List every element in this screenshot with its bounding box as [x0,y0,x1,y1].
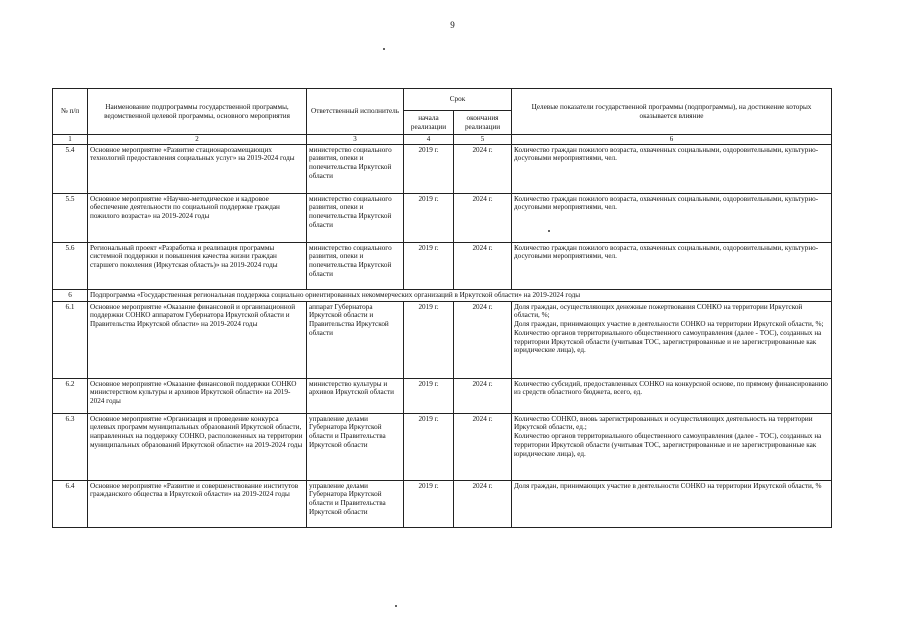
row-executor: министерство социального развития, опеки и попечительства Иркутской области [307,193,404,242]
row-targets: Количество граждан пожилого возраста, охваченных социальными, оздоровительными, культурно-досуговыми мероприятиями, чел. [512,242,832,289]
row-targets [512,413,832,480]
row-name: Основное мероприятие «Научно-методическое и кадровое обеспечение деятельности по социальной поддержке граждан пожилого возраста» на 2019-2024 годы [88,193,307,242]
header-executor: Ответственный исполнитель [307,89,404,135]
row-name: Региональный проект «Разработка и реализация программы системной поддержки и повышения качества жизни граждан старшего поколения (Иркутская область)» на 2019-2024 годы [88,242,307,289]
row-targets: Количество граждан пожилого возраста, охваченных социальными, оздоровительными, культурно-досуговыми мероприятиями, чел. [512,193,832,242]
row-targets [512,301,832,378]
row-end: 2024 г. [454,242,512,289]
column-number: 3 [307,135,404,145]
column-number: 5 [454,135,512,145]
table-row [53,193,832,242]
row-end: 2024 г. [454,480,512,527]
row-start: 2019 г. [404,480,454,527]
row-num: 5.4 [53,144,88,193]
row-end: 2024 г. [454,193,512,242]
row-start: 2019 г. [404,144,454,193]
row-targets [512,480,832,527]
target-line: Доля граждан, принимающих участие в деятельности СОНКО на территории Иркутской области, %; [514,320,824,329]
target-line: Количество органов территориального общественного самоуправления (далее - ТОС), созданных на территории Иркутской области (учитывая ТОС, зарегистрированные и не зарегистрированные как юридические лица), ед. [514,432,822,458]
target-line: Доля граждан, осуществляющих денежные пожертвования СОНКО на территории Иркутской области, %; [514,302,803,320]
column-number-row [53,135,832,145]
table-row [53,301,832,378]
header-name: Наименование подпрограммы государственной программы, ведомственной целевой программы, основного мероприятия [88,89,307,135]
row-start: 2019 г. [404,301,454,378]
row-start: 2019 г. [404,193,454,242]
target-line: Доля граждан, принимающих участие в деятельности СОНКО на территории Иркутской области, % [514,481,822,490]
program-table [52,88,832,528]
row-start: 2019 г. [404,413,454,480]
row-end: 2024 г. [454,144,512,193]
row-name: Основное мероприятие «Оказание финансовой поддержки СОНКО министерством культуры и архивов Иркутской области» на 2019-2024 годы [88,378,307,413]
row-end: 2024 г. [454,301,512,378]
row-num: 5.6 [53,242,88,289]
row-name: Основное мероприятие «Развитие стационарозамещающих технологий предоставления социальных услуг» на 2019-2024 годы [88,144,307,193]
row-start: 2019 г. [404,242,454,289]
section-title: Подпрограмма «Государственная региональная поддержка социально ориентированных некоммерческих организаций в Иркутской области» на 2019-2024 годы [88,289,832,301]
section-row [53,289,832,301]
header-term: Срок [404,89,512,111]
row-executor: министерство культуры и архивов Иркутской области [307,378,404,413]
header-targets: Целевые показатели государственной программы (подпрограммы), на достижение которых оказывается влияние [512,89,832,135]
row-num: 5.5 [53,193,88,242]
header-end: окончания реализации [454,111,512,135]
row-end: 2024 г. [454,378,512,413]
row-executor: министерство социального развития, опеки и попечительства Иркутской области [307,144,404,193]
target-line: Количество СОНКО, вновь зарегистрированных и осуществляющих деятельность на территории Иркутской области, ед.; [514,414,813,432]
row-name: Основное мероприятие «Оказание финансовой и организационной поддержки СОНКО аппаратом Губернатора Иркутской области и Правительства Иркутской области» на 2019-2024 годы [88,301,307,378]
table-row [53,242,832,289]
row-executor: аппарат Губернатора Иркутской области и Правительства Иркутской области [307,301,404,378]
target-line: Количество субсидий, предоставленных СОНКО на конкурсной основе, по прямому финансированию из средств областного бюджета, всего, ед. [514,379,828,397]
row-start: 2019 г. [404,378,454,413]
column-number: 4 [404,135,454,145]
scan-speck [395,605,397,607]
column-number: 6 [512,135,832,145]
page-number: 9 [450,20,455,30]
column-number: 1 [53,135,88,145]
target-line: Количество органов территориального общественного самоуправления (далее - ТОС), созданных на территории Иркутской области (учитывая ТОС, зарегистрированные и не зарегистрированные как юридические лица), ед. [514,328,822,355]
row-executor: управление делами Губернатора Иркутской области и Правительства Иркутской области [307,480,404,527]
column-number: 2 [88,135,307,145]
header-num: № п/п [53,89,88,135]
header-start: начала реализации [404,111,454,135]
row-end: 2024 г. [454,413,512,480]
row-executor: управление делами Губернатора Иркутской области и Правительства Иркутской области [307,413,404,480]
row-targets: Количество граждан пожилого возраста, охваченных социальными, оздоровительными, культурно-досуговыми мероприятиями, чел. [512,144,832,193]
row-num: 6.3 [53,413,88,480]
table-row [53,144,832,193]
row-executor: министерство социального развития, опеки и попечительства Иркутской области [307,242,404,289]
section-num: 6 [53,289,88,301]
row-num: 6.4 [53,480,88,527]
row-num: 6.1 [53,301,88,378]
scan-speck [383,48,385,50]
row-num: 6.2 [53,378,88,413]
table-row [53,480,832,527]
table-row [53,413,832,480]
row-targets [512,378,832,413]
row-name: Основное мероприятие «Развитие и совершенствование институтов гражданского общества в Иркутской области» на 2019-2024 годы [88,480,307,527]
row-name: Основное мероприятие «Организация и проведение конкурса целевых программ муниципальных образований Иркутской области, направленных на поддержку СОНКО, расположенных на территории муниципальных образований Иркутской области» на 2019-2024 годы [88,413,307,480]
table-row [53,378,832,413]
